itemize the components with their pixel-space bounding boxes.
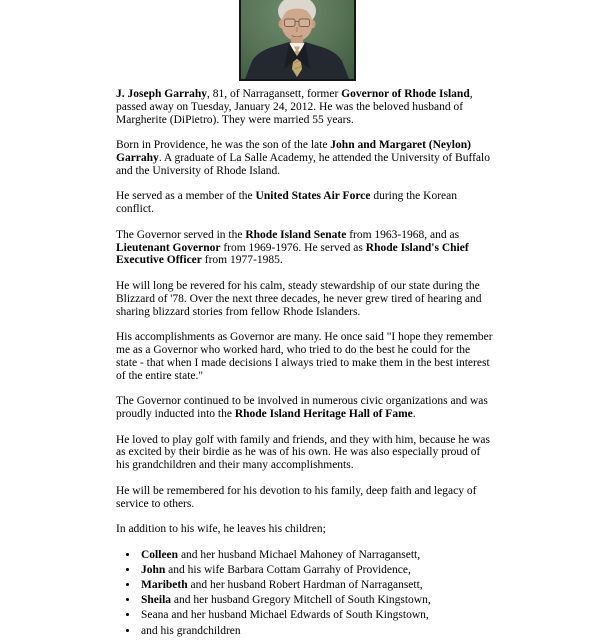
- text: His accomplishments as Governor are many. He once said "I hope they remember me as a Governor who worked hard, who tried to do the best he could for the state - that when I made decisions I always tried to make them in the best interest of the entire state.": [116, 331, 493, 382]
- text: He loved to play golf with family and friends, and they with him, because he was as excited by their birdie as he was of his own. He was also especially proud of his grandchildren and their many accomplishments.: [116, 433, 490, 472]
- obituary-body: [116, 88, 494, 640]
- bold-text: Lieutenant Governor: [116, 241, 221, 254]
- paragraph-8: [116, 434, 494, 472]
- text: The Governor served in the: [116, 228, 246, 241]
- text: He will be remembered for his devotion to his family, deep faith and legacy of service to others.: [116, 484, 477, 510]
- text: and her husband Robert Hardman of Narragansett,: [187, 579, 423, 592]
- text: from 1977-1985.: [201, 254, 283, 267]
- text: Born in Providence, he was the son of the late: [116, 139, 331, 152]
- text: He will long be revered for his calm, steady stewardship of our state during the Blizzard of '78. Over the next three decades, he never grew tired of hearing and sharing blizzard stories from fellow Rhode Islanders.: [116, 279, 482, 318]
- text: from 1963-1968, and as: [346, 228, 460, 241]
- text: In addition to his wife, he leaves his children;: [116, 523, 326, 536]
- text: and her husband Michael Mahoney of Narragansett,: [178, 548, 421, 561]
- text: .: [412, 407, 416, 420]
- bold-text: Rhode Island Heritage Hall of Fame: [234, 407, 413, 420]
- portrait-photo: [239, 0, 356, 81]
- text: , 81, of Narragansett, former: [207, 88, 342, 100]
- paragraph-2: [116, 139, 494, 177]
- text: during the Korean conflict.: [116, 190, 457, 216]
- paragraph-7: [116, 395, 494, 421]
- text: , passed away on Tuesday, January 24, 2012. He was the beloved husband of Margherite (DiPietro). They were married 55 years.: [116, 88, 473, 126]
- text: . A graduate of La Salle Academy, he attended the University of Buffalo and the University of Rhode Island.: [116, 151, 490, 177]
- paragraph-1: [116, 88, 494, 126]
- bold-text: Governor of Rhode Island: [341, 88, 470, 100]
- portrait-photo-graphic: [241, 0, 354, 79]
- bold-text: Maribeth: [141, 579, 188, 592]
- list-item-6: [139, 625, 494, 638]
- list-item-2: [139, 564, 494, 577]
- list-item-3: [139, 579, 494, 592]
- text: and her husband Gregory Mitchell of South Kingstown,: [171, 594, 431, 607]
- children-list: [116, 549, 494, 638]
- bold-text: Colleen: [141, 548, 179, 561]
- bold-text: Rhode Island's Chief Executive Officer: [116, 241, 469, 267]
- list-item-5: [139, 609, 494, 622]
- bold-text: John and Margaret (Neylon) Garrahy: [116, 139, 471, 164]
- paragraph-6: [116, 331, 494, 382]
- bold-text: Sheila: [141, 594, 172, 607]
- list-item-1: [139, 549, 494, 562]
- paragraph-10: [116, 523, 494, 536]
- text: Seana and her husband Michael Edwards of South Kingstown,: [141, 609, 429, 622]
- text: and his wife Barbara Cottam Garrahy of Providence,: [165, 563, 411, 576]
- bold-text: J. Joseph Garrahy: [116, 88, 208, 100]
- bold-text: Rhode Island Senate: [245, 228, 347, 241]
- bold-text: John: [141, 563, 166, 576]
- text: from 1969-1976. He served as: [220, 241, 366, 254]
- text: The Governor continued to be involved in numerous civic organizations and was proudly inducted into the: [116, 395, 488, 420]
- text: He served as a member of the: [116, 190, 256, 203]
- bold-text: United States Air Force: [255, 190, 371, 203]
- paragraph-3: [116, 190, 494, 216]
- paragraph-5: [116, 280, 494, 318]
- paragraph-9: [116, 485, 494, 511]
- list-item-4: [139, 594, 494, 607]
- paragraph-4: [116, 229, 494, 267]
- text: and his grandchildren: [141, 624, 241, 637]
